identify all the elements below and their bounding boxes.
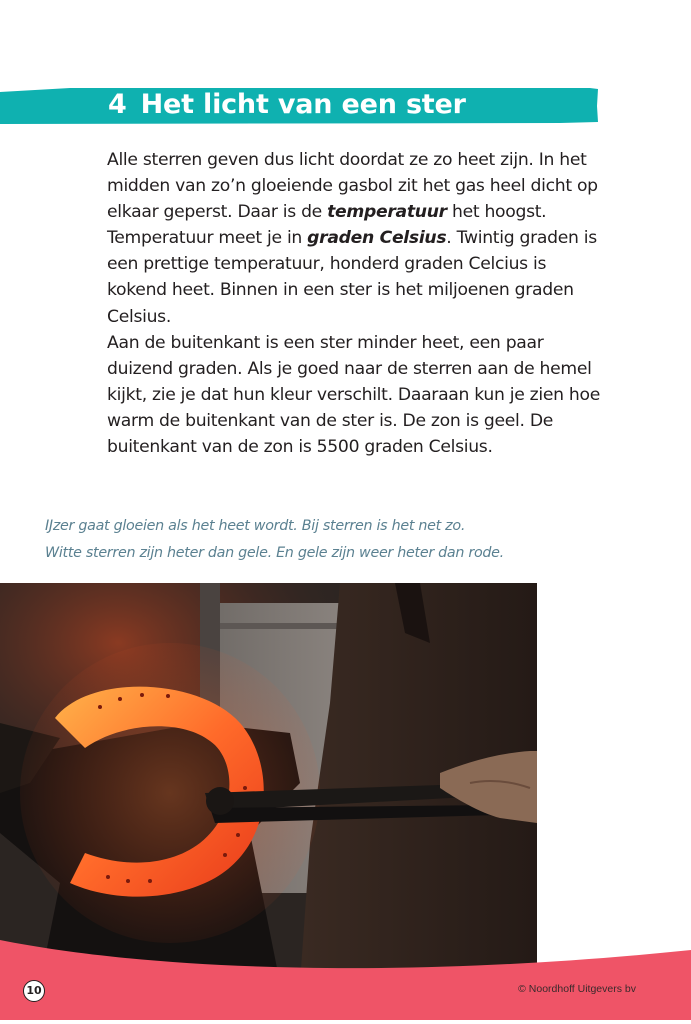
chapter-title (108, 86, 466, 124)
footer-band (0, 940, 691, 1020)
paragraph-1-part-c: . Twintig graden is een prettige temperatuur, honderd graden Celcius is kokend heet. Binnen in een ster is het miljoenen graden Celsius. (107, 228, 597, 327)
horseshoe-photo (0, 583, 537, 983)
caption-line-2: Witte sterren zijn heter dan gele. En gele zijn weer heter dan rode. (45, 545, 504, 561)
copyright-notice: © Noordhoff Uitgevers bv (518, 983, 636, 995)
image-caption (45, 513, 605, 567)
paragraph-2: Aan de buitenkant is een ster minder heet, een paar duizend graden. Als je goed naar de sterren aan de hemel kijkt, zie je dat hun kleur verschilt. Daaraan kun je zien hoe warm de buitenkant van de ster is. De zon is geel. De buitenkant van de zon is 5500 graden Celsius. (107, 332, 600, 458)
paragraph-1-part-b: het hoogst. Temperatuur meet je in (107, 202, 547, 249)
paragraph-1 (107, 147, 607, 330)
paragraph-1-part-a: Alle sterren geven dus licht doordat ze zo heet zijn. In het midden van zo’n gloeiende gasbol zit het gas heel dicht op elkaar geperst. Daar is de (107, 150, 598, 223)
body-text (107, 147, 607, 460)
caption-line-1: IJzer gaat gloeien als het heet wordt. Bij sterren is het net zo. (45, 518, 466, 534)
page-number: 10 (23, 980, 45, 1002)
term-graden-celsius: graden Celsius (307, 228, 447, 249)
chapter-number: 4 (108, 89, 127, 120)
chapter-title-text: Het licht van een ster (140, 89, 466, 120)
term-temperatuur: temperatuur (327, 202, 447, 223)
